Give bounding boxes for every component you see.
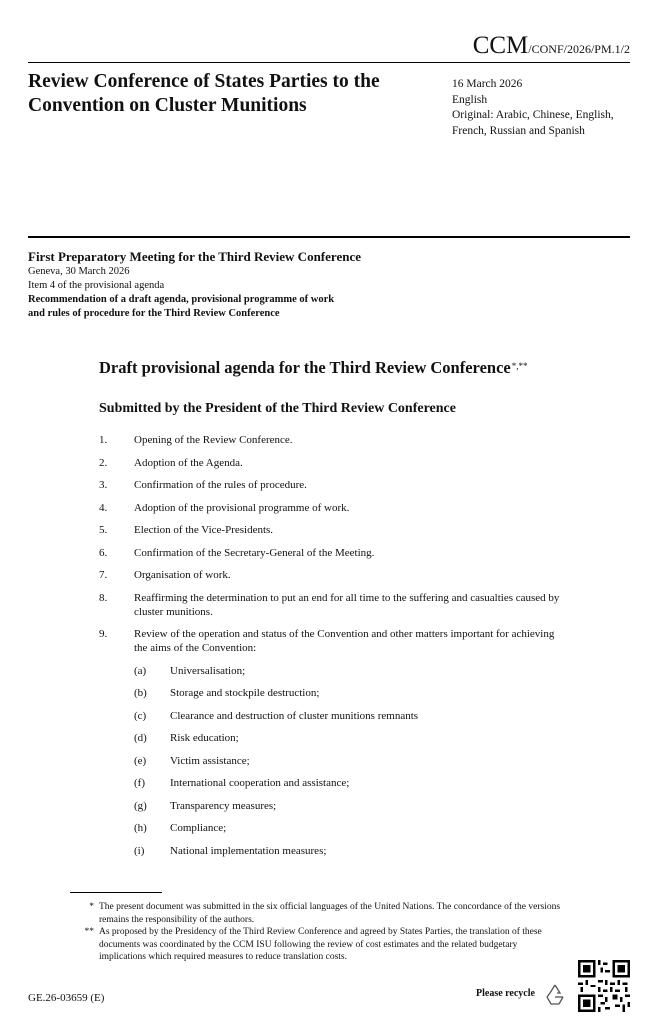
agenda-subitem-text: Clearance and destruction of cluster munitions remnants (170, 709, 419, 722)
agenda-subitem (99, 709, 569, 723)
agenda-subitem-text: Storage and stockpile destruction; (170, 687, 320, 699)
agenda-subitem-text: Victim assistance; (170, 754, 250, 767)
agenda-subitem (99, 754, 569, 768)
document-language: English (452, 93, 488, 106)
footnote-marks: *,** (511, 361, 528, 371)
agenda-item-number: 1. (99, 434, 108, 446)
agenda-item (99, 501, 569, 515)
agenda-item-text: Review of the operation and status of the Convention and other matters important for achieving the aims of the Convention: (134, 628, 555, 654)
footnote-text: As proposed by the Presidency of the Third Review Conference and agreed by States Parties, the translation of these documents was coordinated by the CCM ISU following the review of cost estimates and the related budgetary implications which required measures to reduce translation costs. (99, 927, 542, 962)
agenda-list (99, 433, 569, 866)
agenda-item-number: 3. (99, 479, 108, 491)
agenda-item (99, 523, 569, 537)
document-title (99, 358, 527, 378)
agenda-item-text: Adoption of the provisional programme of work. (134, 501, 350, 514)
agenda-item-text: Organisation of work. (134, 569, 231, 581)
agenda-subitem-text: International cooperation and assistance; (170, 777, 350, 789)
agenda-subitem-text: Compliance; (170, 822, 227, 834)
agenda-item-text: Opening of the Review Conference. (134, 434, 293, 446)
agenda-item (99, 627, 569, 655)
agenda-subitem (99, 664, 569, 678)
agenda-subitem-label: (e) (134, 754, 147, 767)
footnote (70, 901, 565, 926)
document-meta (452, 77, 637, 139)
agenda-item-number: 6. (99, 546, 108, 559)
agenda-item (99, 546, 569, 560)
agenda-subitem-label: (h) (134, 822, 147, 834)
agenda-subitem (99, 799, 569, 813)
document-symbol-suffix: /CONF/2026/PM.1/2 (528, 42, 630, 56)
agenda-item-number: 9. (99, 628, 108, 640)
recycle-icon (542, 982, 568, 1008)
agenda-item-number: 4. (99, 501, 108, 514)
section-rule (28, 236, 630, 238)
agenda-subitem (99, 731, 569, 745)
document-subtitle: Submitted by the President of the Third Review Conference (99, 401, 456, 416)
document-symbol-main: CCM (472, 32, 529, 59)
agenda-item-number: 5. (99, 524, 108, 536)
footnote (70, 926, 565, 964)
agenda-subitem-label: (a) (134, 664, 147, 677)
agenda-item-text: Confirmation of the rules of procedure. (134, 479, 307, 491)
agenda-subitem-label: (c) (134, 709, 147, 722)
document-symbol (300, 32, 630, 60)
footnote-mark: ** (84, 927, 94, 937)
meeting-item-title: Recommendation of a draft agenda, provisional programme of work and rules of procedure for the Third Review Conference (28, 294, 335, 319)
meeting-block (28, 248, 488, 321)
agenda-subitem-text: Universalisation; (170, 664, 246, 677)
agenda-subitem (99, 776, 569, 790)
document-date: 16 March 2026 (452, 78, 523, 90)
footnote-mark: * (89, 902, 94, 912)
footnote-text: The present document was submitted in the six official languages of the United Nations. The concordance of the versions remains the responsibility of the authors. (99, 902, 561, 925)
agenda-subitem-label: (f) (134, 777, 145, 789)
agenda-subitem-text: Transparency measures; (170, 799, 277, 812)
agenda-item-text: Election of the Vice-Presidents. (134, 524, 274, 536)
meeting-agenda-item: Item 4 of the provisional agenda (28, 280, 165, 291)
please-recycle-label: Please recycle (476, 988, 535, 999)
agenda-subitem-label: (i) (134, 844, 145, 857)
agenda-item-number: 2. (99, 456, 108, 469)
agenda-item (99, 568, 569, 582)
conference-title: Review Conference of States Parties to the Convention on Cluster Munitions (28, 71, 380, 116)
agenda-item (99, 478, 569, 492)
agenda-subitem (99, 686, 569, 700)
document-original-languages: Original: Arabic, Chinese, English, French, Russian and Spanish (452, 109, 614, 137)
agenda-item-number: 8. (99, 591, 108, 604)
agenda-item-text: Adoption of the Agenda. (134, 456, 243, 469)
meeting-title: First Preparatory Meeting for the Third Review Conference (28, 249, 361, 264)
agenda-item (99, 456, 569, 470)
meeting-place-date: Geneva, 30 March 2026 (28, 266, 130, 277)
agenda-item (99, 433, 569, 447)
agenda-subitem-label: (b) (134, 687, 147, 699)
agenda-subitem-label: (d) (134, 732, 147, 744)
footnotes (70, 901, 565, 964)
agenda-subitem-text: Risk education; (170, 732, 239, 744)
document-title-text: Draft provisional agenda for the Third Review Conference (99, 358, 511, 377)
agenda-item (99, 591, 569, 619)
agenda-subitem (99, 844, 569, 858)
agenda-item-text: Confirmation of the Secretary-General of the Meeting. (134, 546, 375, 559)
agenda-subitem (99, 821, 569, 835)
agenda-item-number: 7. (99, 569, 108, 581)
footnote-rule (70, 892, 162, 893)
agenda-subitem-text: National implementation measures; (170, 844, 327, 857)
agenda-subitem-label: (g) (134, 799, 147, 812)
agenda-item-text: Reaffirming the determination to put an end for all time to the suffering and casualties caused by cluster munitions. (134, 591, 560, 618)
qr-code-icon (578, 960, 630, 1012)
header-rule (28, 62, 630, 63)
job-number: GE.26-03659 (E) (28, 992, 105, 1004)
